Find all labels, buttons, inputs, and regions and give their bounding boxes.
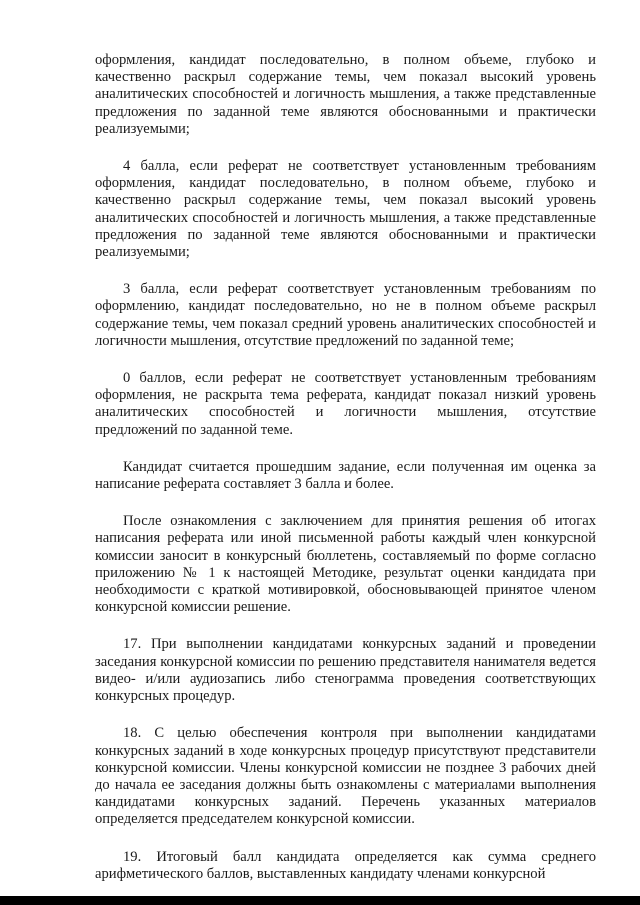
paragraph-item-19: 19. Итоговый балл кандидата определяется как сумма среднего арифметического баллов, выставленных кандидату членами конкурсной [95,848,596,882]
paragraph-0-points: 0 баллов, если реферат не соответствует установленным требованиям оформления, не раскрыта тема реферата, кандидат показал низкий уровень аналитических способностей и логичности мышления, отсутствие предложений по заданной теме. [95,370,596,438]
paragraph-3-points: 3 балла, если реферат соответствует установленным требованиям по оформлению, кандидат последовательно, но не в полном объеме раскрыл содержание темы, чем показал средний уровень аналитических способностей и логичности мышления, отсутствие предложений по заданной теме; [95,281,596,349]
paragraph-item-17: 17. При выполнении кандидатами конкурсных заданий и проведении заседания конкурсной комиссии по решению представителя нанимателя ведется видео- и/или аудиозапись либо стенограмма проведения соответствующих конкурсных процедур. [95,636,596,705]
paragraph-4-points: 4 балла, если реферат не соответствует установленным требованиям оформления, кандидат последовательно, в полном объеме, глубоко и качественно раскрыл содержание темы, чем показал высокий уровень аналитических способностей и логичность мышления, а также представленные предложения по заданной теме являются обоснованными и практически реализуемыми; [95,158,596,261]
scan-bottom-edge [0,896,640,905]
paragraph-ballot-entry: После ознакомления с заключением для принятия решения об итогах написания реферата или иной письменной работы каждый член конкурсной комиссии заносит в конкурсный бюллетень, составляемый по форме согласно приложению № 1 к настоящей Методике, результат оценки кандидата при необходимости с краткой мотивировкой, обосновывающей принятое членом конкурсной комиссии решение. [95,513,596,616]
paragraph-pass-criteria: Кандидат считается прошедшим задание, если полученная им оценка за написание реферата составляет 3 балла и более. [95,458,596,493]
paragraph-5-points-continuation: оформления, кандидат последовательно, в полном объеме, глубоко и качественно раскрыл содержание темы, чем показал высокий уровень аналитических способностей и логичность мышления, а также представленные предложения по заданной теме являются обоснованными и практически реализуемыми; [95,52,596,137]
paragraph-item-18: 18. С целью обеспечения контроля при выполнении кандидатами конкурсных заданий в ходе конкурсных процедур присутствуют представители конкурсной комиссии. Члены конкурсной комиссии не позднее 3 рабочих дней до начала ее заседания должны быть ознакомлены с материалами выполнения кандидатами конкурсных заданий. Перечень указанных материалов определяется председателем конкурсной комиссии. [95,725,596,828]
